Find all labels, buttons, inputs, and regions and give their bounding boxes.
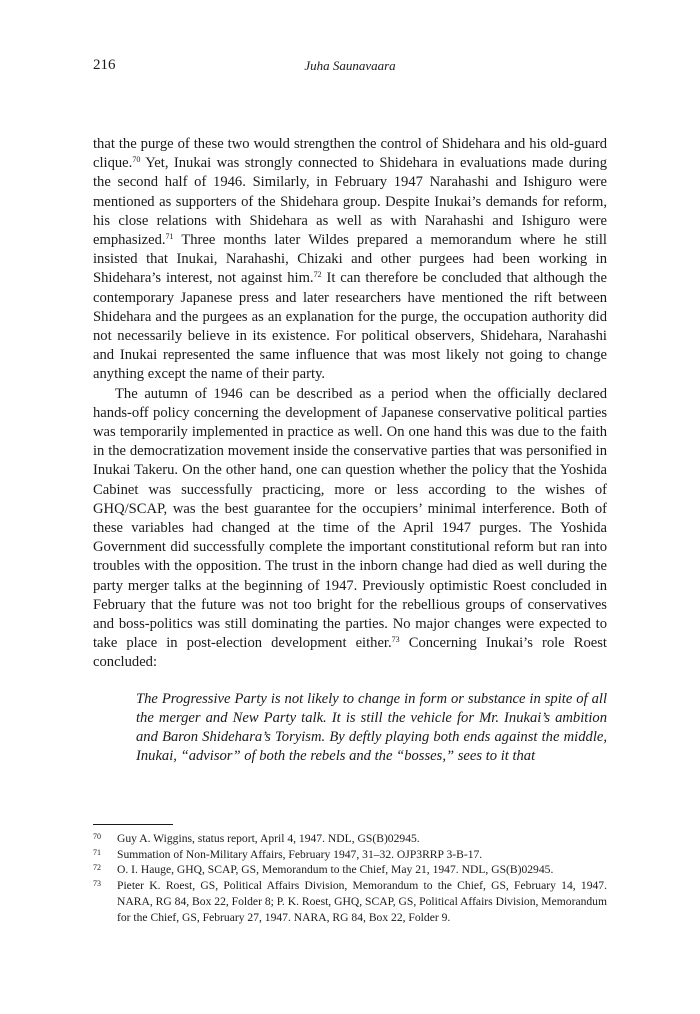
footnote-number: 70: [93, 832, 101, 841]
footnote-number: 71: [93, 847, 101, 857]
paragraph-2: [93, 385, 607, 673]
footnote-text: Guy A. Wiggins, status report, April 4, 1947. NDL, GS(B)02945.: [117, 832, 420, 845]
footnote-ref-72[interactable]: 72: [313, 270, 322, 280]
footnote-70: [93, 831, 607, 847]
paragraph-2-text-a: The autumn of 1946 can be described as a period when the officially declared hands-off policy concerning the development of Japanese conservative political parties was temporarily implemented in practice as well. On one hand this was due to the faith in the democratization movement inside the conservative parties that was personified in Inukai Takeru. On the other hand, one can question whether the policy that the Yoshida Cabinet was successfully practicing, more or less according to the wishes of GHQ/SCAP, was the best guarantee for the occupiers’ minimal interference. Both of these variables had changed at the time of the April 1947 purges. The Yoshida Government did successfully complete the important constitutional reform but ran into troubles with the opposition. The trust in the inborn change had died as well during the party merger talks at the beginning of 1947. Previously optimistic Roest concluded in February that the future was not too bright for the rebellious groups of conservatives and boss-politics was still dominating the parties. No major changes were expected to take place in post-election development either.: [93, 385, 607, 652]
footnote-ref-73[interactable]: 73: [391, 635, 400, 645]
page-number: 216: [93, 57, 116, 73]
footnote-text: Summation of Non-Military Affairs, February 1947, 31–32. OJP3RRP 3-B-17.: [117, 847, 483, 861]
paragraph-2-text-b: Concerning Inukai’s role Roest concluded:: [93, 635, 607, 671]
running-head: Juha Saunavaara: [304, 58, 396, 73]
paragraph-1-text-a: that the purge of these two would strengthen the control of Shidehara and his old-guard clique.: [93, 136, 607, 172]
footnotes: [93, 831, 607, 925]
footnote-73: [93, 878, 607, 925]
paragraph-1: [93, 135, 607, 385]
footnote-ref-70[interactable]: 70: [132, 155, 141, 165]
paragraph-1-text-d: It can therefore be concluded that although the contemporary Japanese press and later researchers have mentioned the rift between Shidehara and the purgees as an explanation for the purge, the occupation authority did not necessarily believe in its existence. For political observers, Shidehara, Narahashi and Inukai represented the same influence that was most likely not going to change anything except the name of their party.: [93, 270, 608, 383]
footnote-72: [93, 862, 607, 878]
footnote-ref-71[interactable]: 71: [165, 232, 174, 242]
footnote-text: Pieter K. Roest, GS, Political Affairs Division, Memorandum to the Chief, GS, February 14, 1947. NARA, RG 84, Box 22, Folder 8; P. K. Roest, GHQ, SCAP, GS, Political Affairs Division, Memorandum for the Chief, GS, February 27, 1947. NARA, RG 84, Box 22, Folder 9.: [117, 879, 607, 924]
footnote-number: 72: [93, 863, 101, 873]
block-quote: The Progressive Party is not likely to change in form or substance in spite of all the merger and New Party talk. It is still the vehicle for Mr. Inukai’s ambition and Baron Shidehara’s Toryism. By deftly playing both ends against the middle, Inukai, “advisor” of both the rebels and the “bosses,” sees to it that: [136, 690, 607, 765]
paragraph-1-text-c: Three months later Wildes prepared a memorandum where he still insisted that Inukai, Narahashi, Chizaki and other purgees had been working in Shidehara’s interest, not against him.: [93, 232, 607, 287]
footnote-text: O. I. Hauge, GHQ, SCAP, GS, Memorandum to the Chief, May 21, 1947. NDL, GS(B)02945.: [117, 863, 554, 877]
body-text: [93, 135, 607, 767]
paragraph-1-text-b: Yet, Inukai was strongly connected to Shidehara in evaluations made during the second half of 1946. Similarly, in February 1947 Narahashi and Ishiguro were mentioned as supporters of the Shidehara group. Despite Inukai’s demands for reform, his close relations with Shidehara as well as with Narahashi and Ishiguro were emphasized.: [93, 155, 607, 249]
footnote-71: [93, 847, 607, 863]
footnote-number: 73: [93, 879, 101, 889]
footnote-divider: [93, 824, 173, 825]
